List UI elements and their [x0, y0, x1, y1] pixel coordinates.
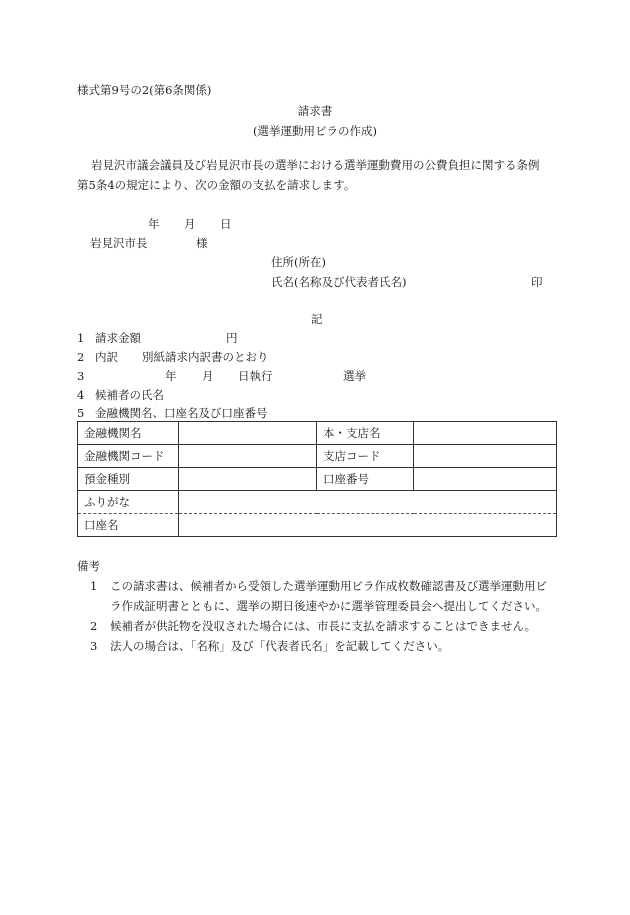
furigana-field[interactable] — [179, 491, 557, 514]
name-label: 氏名(名称及び代表者氏名) — [271, 275, 407, 289]
date-year-label: 年 — [148, 217, 160, 231]
account-number-field[interactable] — [414, 468, 557, 491]
note-1-text-b: ラ作成証明書とともに、選挙の期日後速やかに選挙管理委員会へ提出してください。 — [110, 599, 547, 613]
form-number: 様式第9号の2(第6条関係) — [77, 83, 212, 97]
item3-day: 日執行 — [238, 369, 273, 383]
branch-code-field[interactable] — [414, 445, 557, 468]
seal-mark: 印 — [531, 275, 543, 289]
furigana-label: ふりがな — [78, 491, 179, 514]
table-row — [78, 468, 557, 491]
item3-month: 月 — [202, 369, 214, 383]
addressee-mayor: 岩見沢市長 — [90, 236, 148, 250]
bank-code-label: 金融機関コード — [78, 445, 179, 468]
addressee-honorific: 様 — [196, 236, 208, 250]
date-month-label: 月 — [184, 217, 196, 231]
deposit-type-label: 預金種別 — [78, 468, 179, 491]
item2-number: 2 — [77, 350, 85, 364]
table-row — [78, 491, 557, 514]
item4-label: 候補者の氏名 — [95, 388, 164, 402]
account-name-label: 口座名 — [78, 514, 179, 537]
document-subtitle: (選挙運動用ビラの作成) — [253, 124, 377, 138]
item4-number: 4 — [77, 388, 85, 402]
table-row — [78, 514, 557, 537]
item1-unit: 円 — [226, 331, 238, 345]
ki-heading: 記 — [311, 312, 323, 326]
branch-name-label: 本・支店名 — [317, 422, 414, 445]
branch-name-field[interactable] — [414, 422, 557, 445]
bank-code-field[interactable] — [179, 445, 317, 468]
item3-year: 年 — [165, 369, 177, 383]
note-1-text-a: この請求書は、候補者から受領した選挙運動用ビラ作成枚数確認書及び選挙運動用ビ — [110, 579, 547, 593]
notes-heading: 備考 — [77, 559, 100, 573]
note-3-number: 3 — [90, 639, 98, 653]
date-day-label: 日 — [220, 217, 232, 231]
account-number-label: 口座番号 — [317, 468, 414, 491]
note-2-text: 候補者が供託物を没収された場合には、市長に支払を請求することはできません。 — [110, 619, 537, 633]
note-3-text: 法人の場合は、「名称」及び「代表者氏名」を記載してください。 — [110, 639, 450, 653]
note-2-number: 2 — [90, 619, 98, 633]
bank-name-label: 金融機関名 — [78, 422, 179, 445]
note-3 — [90, 636, 560, 656]
document-title: 請求書 — [297, 104, 333, 118]
note-1 — [90, 576, 560, 616]
branch-code-label: 支店コード — [317, 445, 414, 468]
table-row — [78, 445, 557, 468]
table-row — [78, 422, 557, 445]
deposit-type-field[interactable] — [179, 468, 317, 491]
item2-text: 別紙請求内訳書のとおり — [142, 350, 269, 364]
item1-number: 1 — [77, 331, 85, 345]
request-paragraph-line2: 第5条4の規定により、次の金額の支払を請求します。 — [77, 178, 356, 192]
item1-label: 請求金額 — [95, 331, 141, 345]
item2-label: 内訳 — [95, 350, 118, 364]
request-paragraph-line1: 岩見沢市議会議員及び岩見沢市長の選挙における選挙運動費用の公費負担に関する条例 — [91, 158, 540, 172]
request-paragraph — [77, 155, 567, 195]
item5-number: 5 — [77, 406, 85, 420]
item5-label: 金融機関名、口座名及び口座番号 — [95, 406, 268, 420]
account-name-field[interactable] — [179, 514, 557, 537]
address-label: 住所(所在) — [271, 255, 326, 269]
item3-election: 選挙 — [343, 369, 366, 383]
item3-number: 3 — [77, 369, 85, 383]
bank-account-table — [77, 421, 557, 537]
note-1-number: 1 — [90, 579, 98, 593]
bank-name-field[interactable] — [179, 422, 317, 445]
note-2 — [90, 616, 560, 636]
